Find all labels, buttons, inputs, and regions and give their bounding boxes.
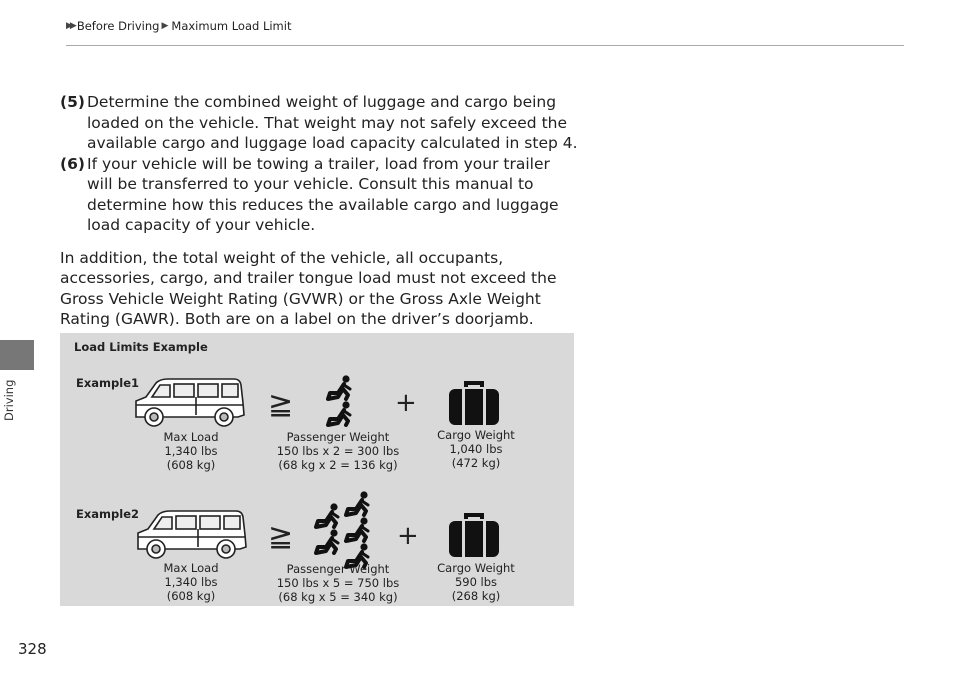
plus-sign: + [395,388,417,418]
step-5 [60,92,580,154]
seated-person-icon [326,401,356,429]
seated-person-icon [314,529,344,557]
step-number: (5) [60,93,85,111]
caption-title: Cargo Weight [437,561,515,575]
caption-line: 1,340 lbs [164,444,218,458]
caption-line: (608 kg) [166,589,216,603]
header-divider [66,45,904,46]
plus-sign: + [397,521,419,551]
main-content [60,92,580,330]
seated-person-icon [344,517,374,545]
load-limits-example-box [60,333,574,606]
suitcase-icon [447,381,501,427]
section-label: Driving [2,379,16,421]
caption-line: 590 lbs [454,575,498,589]
example-2-label: Example2 [76,507,139,521]
caption-line: (472 kg) [451,456,501,470]
caption-title: Passenger Weight [286,430,390,444]
passenger-weight-caption [263,562,413,604]
caption-line: (68 kg x 2 = 136 kg) [278,458,398,472]
caption-title: Max Load [163,430,219,444]
step-text: If your vehicle will be towing a trailer, load from your trailer will be transferred to your vehicle. Consult this manual to determine how this reduces the available cargo and luggage load capacity of your vehicle. [87,154,559,234]
breadcrumb [66,19,291,33]
example-1-label: Example1 [76,376,139,390]
seated-person-icon [326,375,356,403]
caption-line: 1,040 lbs [449,442,503,456]
seated-person-icon [344,543,374,571]
greater-or-equal-sign: ≧ [268,387,294,422]
step-text: Determine the combined weight of luggage and cargo being loaded on the vehicle. That weight may not safely exceed the available cargo and luggage load capacity calculated in step 4. [87,93,578,152]
suv-icon [130,375,248,431]
max-load-caption [150,430,232,472]
section-tab-marker [0,340,34,370]
breadcrumb-item-maximum-load-limit[interactable]: Maximum Load Limit [171,19,292,33]
triangle-right-icon: ▶▶ [66,21,74,31]
caption-title: Passenger Weight [286,562,390,576]
caption-title: Max Load [163,561,219,575]
caption-line: (268 kg) [451,589,501,603]
seated-person-icon [314,503,344,531]
body-paragraph: In addition, the total weight of the vehicle, all occupants, accessories, cargo, and trailer tongue load must not exceed the Gross Vehicle Weight Rating (GVWR) or the Gross Axle Weight Rating (GAWR). Both are on a label on the driver’s doorjamb. [60,248,557,328]
suitcase-icon [447,513,501,559]
triangle-right-icon: ▶ [161,21,169,31]
caption-line: 1,340 lbs [164,575,218,589]
step-6 [60,154,580,236]
caption-line: 150 lbs x 5 = 750 lbs [276,576,400,590]
greater-or-equal-sign: ≧ [268,519,294,554]
page-number: 328 [18,640,47,658]
breadcrumb-item-before-driving[interactable]: Before Driving [76,19,160,33]
caption-title: Cargo Weight [437,428,515,442]
example-box-title: Load Limits Example [74,340,208,354]
step-number: (6) [60,154,85,173]
max-load-caption [150,561,232,603]
caption-line: (68 kg x 5 = 340 kg) [278,590,398,604]
suv-icon [132,507,250,563]
passenger-weight-caption [263,430,413,472]
cargo-weight-caption [426,428,526,470]
cargo-weight-caption [426,561,526,603]
caption-line: (608 kg) [166,458,216,472]
seated-person-icon [344,491,374,519]
caption-line: 150 lbs x 2 = 300 lbs [276,444,400,458]
